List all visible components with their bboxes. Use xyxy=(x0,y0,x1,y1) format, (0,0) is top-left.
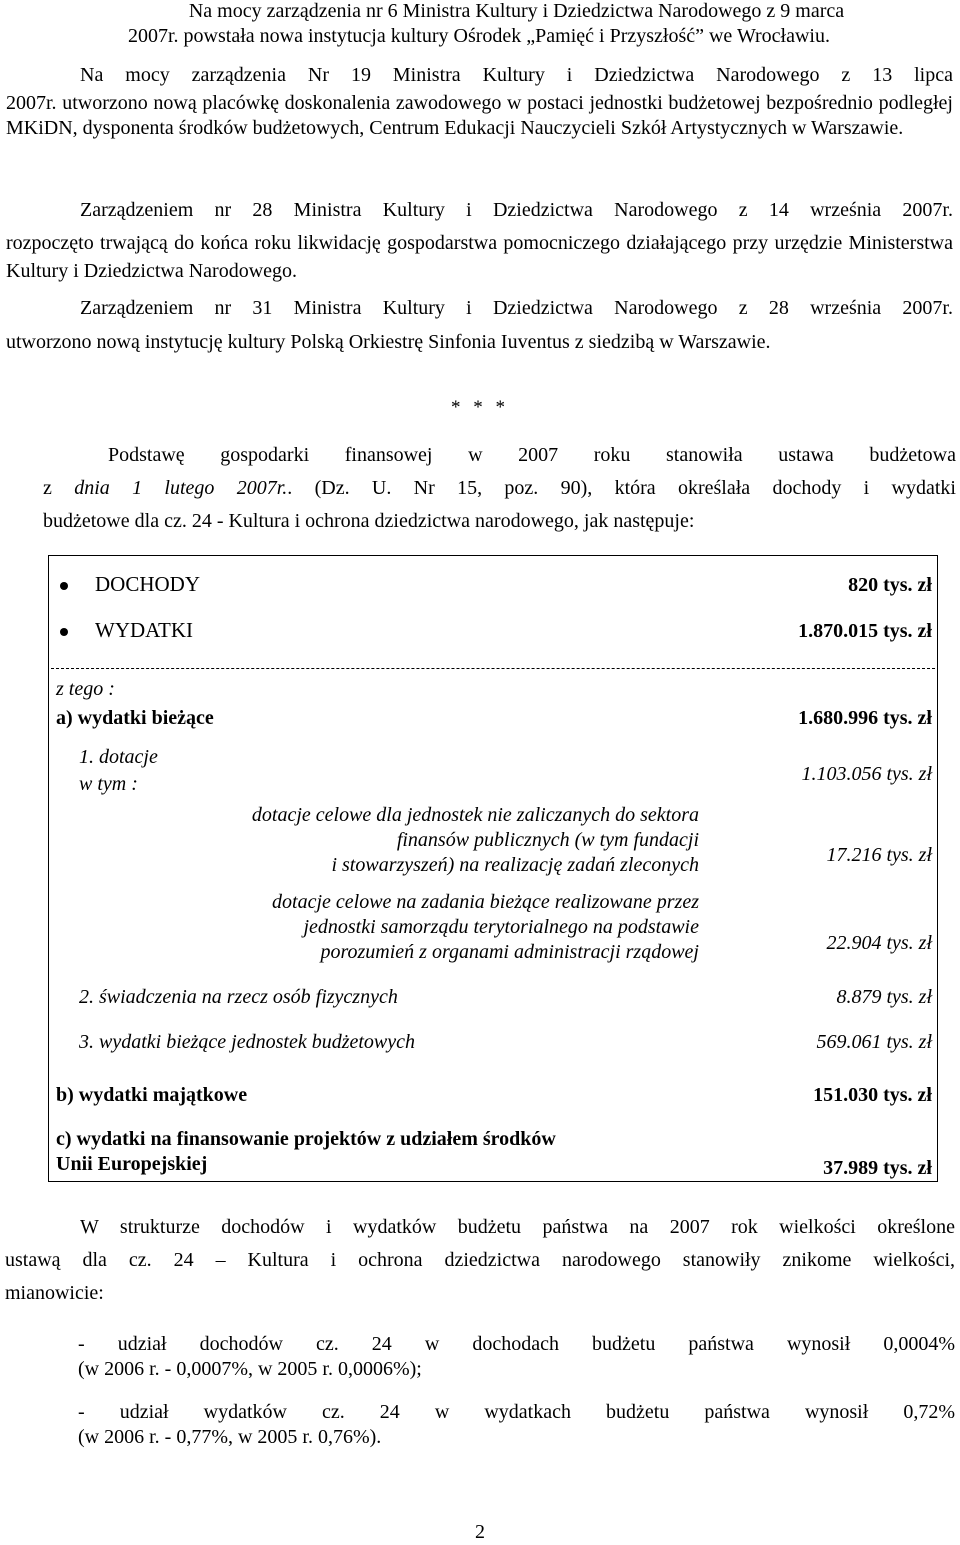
paragraph-likwidacja xyxy=(6,229,953,285)
paragraph-line-text: Podstawę gospodarki finansowej w 2007 roku stanowiła ustawa budżetowa xyxy=(108,444,956,466)
paragraph-line-text: budżetowe dla cz. 24 - Kultura i ochrona dziedzictwa narodowego, jak następuje: xyxy=(43,510,695,532)
expenses-value: 1.870.015 tys. zł xyxy=(798,620,932,642)
of-which-label: z tego : xyxy=(56,678,115,700)
paragraph-line xyxy=(5,1244,955,1277)
paragraph-line: Na mocy zarządzenia Nr 19 Ministra Kultury i Dziedzictwa Narodowego z 13 lipca xyxy=(80,64,953,86)
paragraph-line xyxy=(43,439,956,472)
paragraph-line xyxy=(5,1211,955,1244)
paragraph-text: rozpoczęto trwającą do końca roku likwidację gospodarstwa pomocniczego działającego przy urzędzie Ministerstwa Kultury i Dziedzictwa Narodowego. xyxy=(6,232,953,282)
targeted-local-value: 22.904 tys. zł xyxy=(826,932,932,954)
list-item-line: - udział wydatków cz. 24 w wydatkach budżetu państwa wynosił 0,72% xyxy=(78,1401,955,1423)
paragraph-line xyxy=(5,1277,955,1310)
paragraph-line-text: z xyxy=(43,477,75,499)
label-line: jednostki samorządu terytorialnego na podstawie xyxy=(303,916,699,938)
bullet-icon xyxy=(60,582,68,590)
paragraph-centrum-edukacji-cont xyxy=(6,91,953,141)
current-expenses-value: 1.680.996 tys. zł xyxy=(798,707,932,729)
income-value: 820 tys. zł xyxy=(848,574,932,596)
paragraph-line: Zarządzeniem nr 28 Ministra Kultury i Dziedzictwa Narodowego z 14 września 2007r. xyxy=(80,199,953,221)
paragraph-line-text: mianowicie: xyxy=(5,1282,104,1304)
subsidies-sub-label: w tym : xyxy=(79,773,138,795)
list-item-line: (w 2006 r. - 0,77%, w 2005 r. 0,76%). xyxy=(78,1426,382,1448)
label-line: finansów publicznych (w tym fundacji xyxy=(396,829,699,851)
subsidies-value: 1.103.056 tys. zł xyxy=(801,763,932,785)
list-item-line: (w 2006 r. - 0,0007%, w 2005 r. 0,0006%); xyxy=(78,1358,422,1380)
targeted-local-label xyxy=(129,890,699,965)
current-expenses-label: a) wydatki bieżące xyxy=(56,707,214,729)
paragraph-likwidacja-first xyxy=(80,198,953,223)
section-separator: * * * xyxy=(451,397,509,418)
income-label: DOCHODY xyxy=(95,572,200,596)
paragraph-line xyxy=(43,505,956,538)
act-date: dnia 1 lutego 2007r. xyxy=(74,477,288,499)
property-expenses-label: b) wydatki majątkowe xyxy=(56,1084,248,1106)
dashed-divider xyxy=(51,668,935,669)
eu-expenses-value: 37.989 tys. zł xyxy=(823,1157,932,1179)
paragraph-basis xyxy=(43,439,956,538)
targeted-ngo-label xyxy=(129,803,699,878)
paragraph-line xyxy=(43,472,956,505)
label-line: Unii Europejskiej xyxy=(56,1153,208,1175)
paragraph-osrodek xyxy=(80,0,953,49)
list-item-line: - udział dochodów cz. 24 w dochodach budżetu państwa wynosił 0,0004% xyxy=(78,1333,955,1355)
paragraph-line: Na mocy zarządzenia nr 6 Ministra Kultury i Dziedzictwa Narodowego z 9 marca xyxy=(188,0,845,22)
property-expenses-value: 151.030 tys. zł xyxy=(813,1084,932,1106)
paragraph-sinfonia-first xyxy=(80,296,953,321)
list-item-expenses-share xyxy=(78,1400,955,1450)
targeted-ngo-value: 17.216 tys. zł xyxy=(826,844,932,866)
label-line: i stowarzyszeń) na realizację zadań zleconych xyxy=(331,854,699,876)
label-line: dotacje celowe dla jednostek nie zaliczanych do sektora xyxy=(251,804,699,826)
subsidies-label: 1. dotacje xyxy=(79,746,158,768)
paragraph-centrum-edukacji xyxy=(80,63,953,88)
benefits-value: 8.879 tys. zł xyxy=(836,986,932,1008)
label-line: c) wydatki na finansowanie projektów z udziałem środków xyxy=(56,1128,556,1150)
page-number: 2 xyxy=(475,1521,485,1543)
units-value: 569.061 tys. zł xyxy=(816,1031,932,1053)
bullet-icon xyxy=(60,628,68,636)
paragraph-line-text: ustawą dla cz. 24 – Kultura i ochrona dziedzictwa narodowego stanowiły znikome wielkości, xyxy=(5,1249,955,1271)
intro-section xyxy=(80,0,953,88)
paragraph-line-text: W strukturze dochodów i wydatków budżetu państwa na 2007 rok wielkości określone xyxy=(80,1216,955,1238)
eu-expenses-label xyxy=(56,1127,556,1177)
paragraph-line: 2007r. powstała nowa instytucja kultury Ośrodek „Pamięć i Przyszłość” we Wrocławiu. xyxy=(128,25,830,47)
paragraph-structure xyxy=(5,1211,955,1310)
units-label: 3. wydatki bieżące jednostek budżetowych xyxy=(79,1031,416,1053)
paragraph-line-text: . (Dz. U. Nr 15, poz. 90), która określała dochody i wydatki xyxy=(287,477,956,499)
benefits-label: 2. świadczenia na rzecz osób fizycznych xyxy=(79,986,398,1008)
list-item-income-share xyxy=(78,1332,955,1382)
expenses-label: WYDATKI xyxy=(95,618,193,642)
paragraph-text: 2007r. utworzono nową placówkę doskonalenia zawodowego w postaci jednostki budżetowej bezpośrednio podległej MKiDN, dysponenta środków budżetowych, Centrum Edukacji Nauczycieli Szkół Artystycznych w Warszawie. xyxy=(6,92,953,139)
paragraph-sinfonia xyxy=(6,327,953,358)
budget-table xyxy=(48,555,938,1182)
paragraph-text: utworzono nową instytucję kultury Polską Orkiestrę Sinfonia Iuventus z siedzibą w Warszawie. xyxy=(6,331,771,353)
label-line: dotacje celowe na zadania bieżące realizowane przez xyxy=(272,891,699,913)
paragraph-line: Zarządzeniem nr 31 Ministra Kultury i Dziedzictwa Narodowego z 28 września 2007r. xyxy=(80,297,953,319)
label-line: porozumień z organami administracji rządowej xyxy=(320,941,699,963)
